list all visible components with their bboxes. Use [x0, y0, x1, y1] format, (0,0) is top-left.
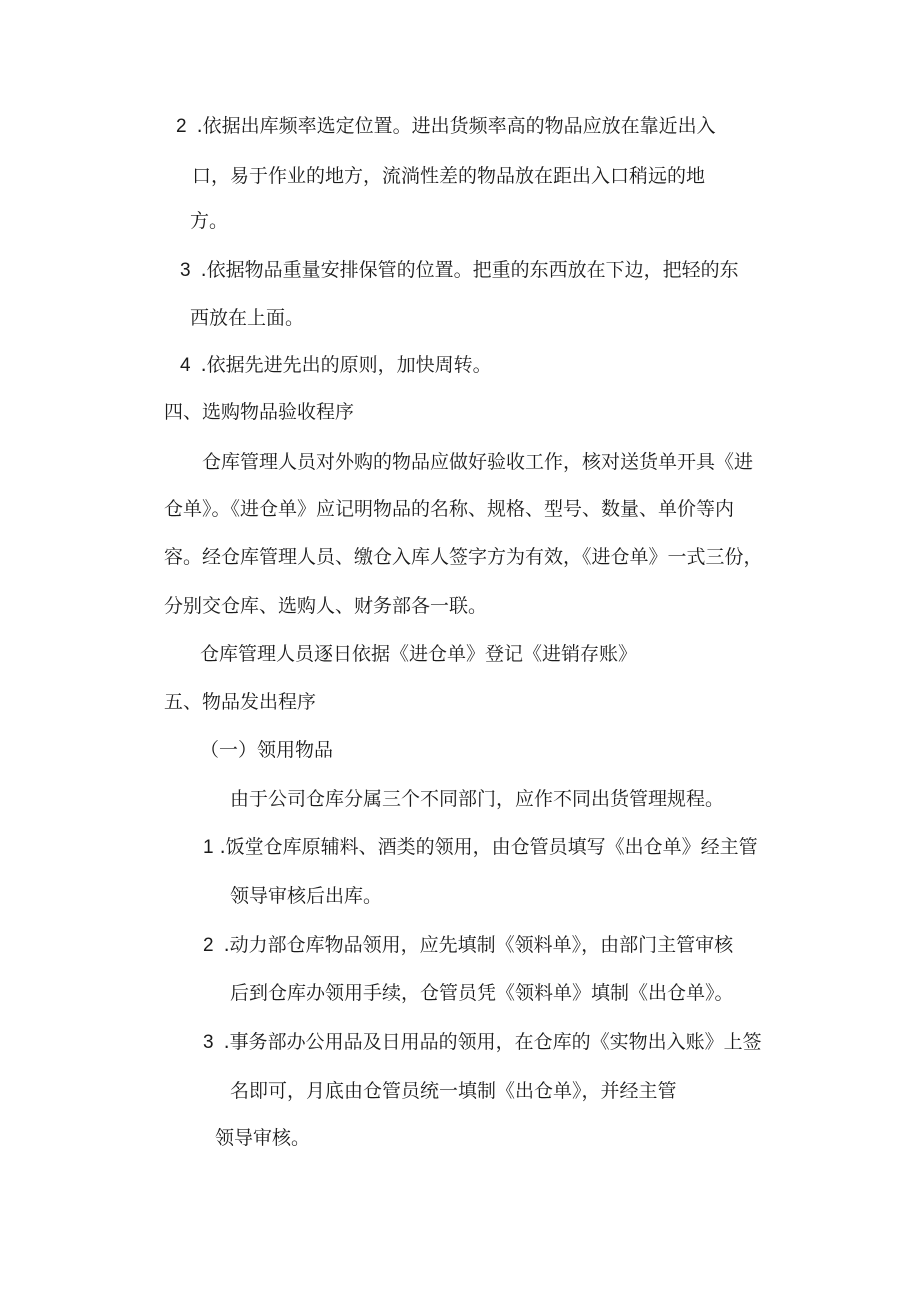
- paragraph-line: 仓库管理人员对外购的物品应做好验收工作，核对送货单开具《进: [202, 451, 754, 473]
- list-item-2-storage-frequency: [176, 114, 716, 139]
- list-number: 2: [176, 116, 187, 137]
- list-number: 3: [180, 260, 191, 281]
- paragraph-line: 容。经仓库管理人员、缴仓入库人签字方为有效，《进仓单》一式三份，: [164, 546, 763, 568]
- paragraph-line: 由于公司仓库分属三个不同部门，应作不同出货管理规程。: [230, 788, 725, 810]
- subsection-heading-1: （一）领用物品: [200, 739, 334, 761]
- paragraph-line: 名即可，月底由仓管员统一填制《出仓单》，并经主管: [230, 1080, 677, 1102]
- line-text: .动力部仓库物品领用，应先填制《领料单》，由部门主管审核: [223, 934, 734, 956]
- list-item-1-canteen: [203, 835, 758, 860]
- line-text: .事务部办公用品及日用品的领用，在仓库的《实物出入账》上签: [223, 1031, 762, 1053]
- line-text: .依据出库频率选定位置。进出货频率高的物品应放在靠近出入: [196, 115, 716, 137]
- paragraph-line: 西放在上面。: [190, 307, 305, 329]
- line-text: .依据先进先出的原则，加快周转。: [200, 354, 492, 376]
- list-item-3-affairs-dept: [203, 1030, 762, 1055]
- list-item-4-fifo: [180, 353, 492, 378]
- paragraph-line: 仓库管理人员逐日依据《进仓单》登记《进销存账》: [200, 643, 638, 665]
- paragraph-line: 仓单》。《进仓单》应记明物品的名称、规格、型号、数量、单价等内: [164, 498, 735, 520]
- list-number: 4: [180, 355, 191, 376]
- paragraph-line: 领导审核。: [215, 1127, 311, 1149]
- list-item-2-power-dept: [203, 933, 733, 958]
- list-number: 1: [203, 837, 214, 858]
- line-text: .依据物品重量安排保管的位置。把重的东西放在下边，把轻的东: [200, 259, 739, 281]
- paragraph-line: 口，易于作业的地方，流淌性差的物品放在距出入口稍远的地: [192, 165, 706, 187]
- section-heading-4: 四、选购物品验收程序: [164, 401, 355, 423]
- paragraph-line: 分别交仓库、选购人、财务部各一联。: [164, 595, 488, 617]
- paragraph-line: 方。: [190, 210, 229, 232]
- line-text: .饭堂仓库原辅料、酒类的领用，由仓管员填写《出仓单》经主管: [219, 836, 758, 858]
- section-heading-5: 五、物品发出程序: [164, 691, 317, 713]
- list-number: 2: [203, 935, 214, 956]
- list-number: 3: [203, 1032, 214, 1053]
- paragraph-line: 后到仓库办领用手续，仓管员凭《领料单》填制《出仓单》。: [230, 982, 734, 1004]
- paragraph-line: 领导审核后出库。: [230, 885, 383, 907]
- list-item-3-weight-placement: [180, 258, 739, 283]
